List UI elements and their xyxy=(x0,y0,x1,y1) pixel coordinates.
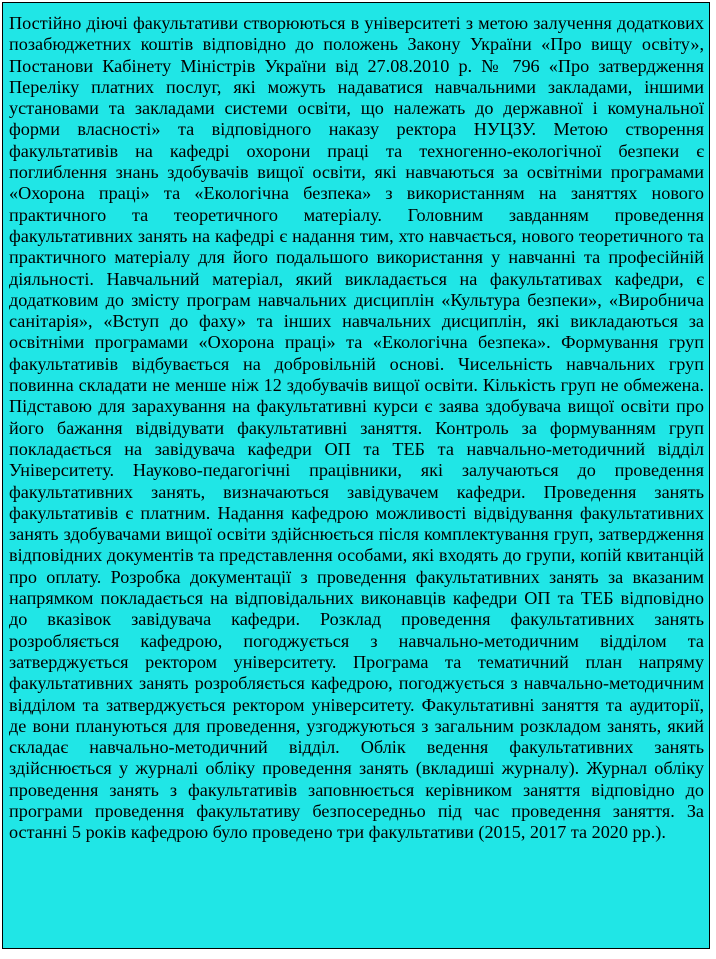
body-paragraph: Постійно діючі факультативи створюються в університеті з метою залучення додаткових позабюджетних коштів відповідно до положень Закону України «Про вищу освіту», Постанови Кабінету Міністрів України від 27.08.2010 р. № 796 «Про затвердження Переліку платних послуг, які можуть надаватися навчальними закладами, іншими установами та закладами системи освіти, що належать до державної і комунальної форми власності» та відповідного наказу ректора НУЦЗУ. Метою створення факультативів на кафедрі охорони праці та техногенно-екологічної безпеки є поглиблення знань здобувачів вищої освіти, які навчаються за освітніми програмами «Охорона праці» та «Екологічна безпека» з використанням на заняттях нового практичного та теоретичного матеріалу. Головним завданням проведення факультативних занять на кафедрі є надання тим, хто навчається, нового теоретичного та практичного матеріалу для його подальшого використання у навчанні та професійній діяльності. Навчальний матеріал, який викладається на факультативах кафедри, є додатковим до змісту програм навчальних дисциплін «Культура безпеки», «Виробнича санітарія», «Вступ до фаху» та інших навчальних дисциплін, які викладаються за освітніми програмами «Охорона праці» та «Екологічна безпека». Формування груп факультативів відбувається на добровільній основі. Чисельність навчальних груп повинна складати не менше ніж 12 здобувачів вищої освіти. Кількість груп не обмежена. Підставою для зарахування на факультативні курси є заява здобувача вищої освіти про його бажання відвідувати факультативні заняття. Контроль за формуванням груп покладається на завідувача кафедри ОП та ТЕБ та навчально-методичний відділ Університету. Науково-педагогічні працівники, які залучаються до проведення факультативних занять, визначаються завідувачем кафедри. Проведення занять факультативів є платним. Надання кафедрою можливості відвідування факультативних занять здобувачами вищої освіти здійснюється після комплектування груп, затвердження відповідних документів та представлення особами, які входять до групи, копій квитанцій про оплату. Розробка документації з проведення факультативних занять за вказаним напрямком покладається на відповідальних виконавців кафедри ОП та ТЕБ відповідно до вказівок завідувача кафедри. Розклад проведення факультативних занять розробляється кафедрою, погоджується з навчально-методичним відділом та затверджується ректором університету. Програма та тематичний план напряму факультативних занять розробляється кафедрою, погоджується з навчально-методичним відділом та затверджується ректором університету. Факультативні заняття та аудиторії, де вони плануються для проведення, узгоджуються з загальним розкладом занять, який складає навчально-методичний відділ. Облік ведення факультативних занять здійснюється у журналі обліку проведення занять (вкладиші журналу). Журнал обліку проведення занять з факультативів заповнюється керівником заняття відповідно до програми проведення факультативу безпосередньо під час проведення заняття. За останні 5 років кафедрою було проведено три факультативи (2015, 2017 та 2020 рр.). xyxy=(9,13,704,843)
text-box xyxy=(2,2,710,949)
